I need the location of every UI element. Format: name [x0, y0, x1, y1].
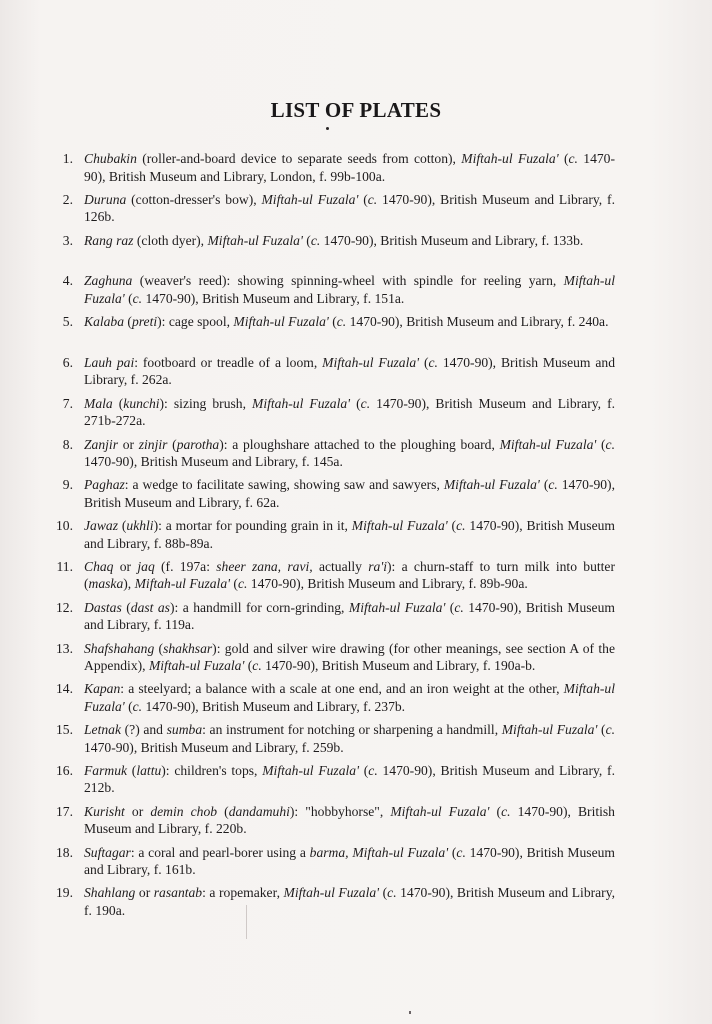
italic-term: barma, Miftah-ul Fuzala' [309, 844, 449, 860]
plate-text-segment: ( [112, 395, 124, 411]
plate-entry [55, 272, 615, 313]
plate-description [84, 762, 615, 797]
italic-term: c. [252, 658, 262, 674]
plate-number: 10. [56, 518, 73, 534]
italic-term: Rang raz [84, 232, 134, 248]
plate-entry [55, 721, 615, 762]
plate-text-segment: 1470-90), British Museum and Library, f. 262a. [84, 354, 615, 388]
italic-term: sheer zana, ravi, [216, 558, 313, 574]
binding-mark [246, 905, 247, 939]
plate-text-segment: (roller-and-board device to separate seeds from cotton), [136, 151, 462, 166]
plate-text-segment: 1470-90), British Museum and Library, f. 220b. [84, 803, 615, 837]
plate-text-segment: ): a mortar for pounding grain in it, [153, 518, 352, 534]
italic-term: Suftagar [84, 844, 131, 860]
plate-number: 6. [62, 354, 73, 370]
italic-term: c. [456, 844, 466, 860]
italic-term: c. [605, 722, 615, 738]
plate-entry [55, 558, 615, 599]
plate-text-segment: ( [124, 290, 133, 306]
plate-text-segment: 1470-90), British Museum and Library, f. 190a-b. [261, 658, 536, 674]
plate-text-segment: 1470-90), British Museum and Library, f. 119a. [84, 599, 615, 633]
plate-number: 11. [56, 558, 73, 574]
italic-term: ra'i [368, 558, 388, 574]
plate-entry [55, 599, 615, 640]
plate-text-segment: 1470-90), British Museum and Library, f. 151a. [142, 290, 405, 306]
plate-description [84, 884, 615, 919]
italic-term: Miftah-ul Fuzala' [501, 722, 598, 738]
italic-term: rasantab [153, 885, 203, 901]
italic-term: Mala [84, 395, 113, 411]
plate-text-segment: ): cage spool, [157, 314, 234, 330]
plate-entry [55, 517, 615, 558]
plate-entry [55, 232, 615, 273]
plate-description [84, 272, 615, 307]
plate-entry [55, 844, 615, 885]
italic-term: Miftah-ul Fuzala' [134, 576, 231, 592]
italic-term: Miftah-ul Fuzala' [233, 314, 329, 330]
plate-text-segment: 1470-90), British Museum and Library, f. 240a. [346, 314, 609, 330]
italic-term: c. [336, 314, 347, 330]
plate-number: 1. [62, 151, 73, 166]
plate-text-segment: ( [167, 436, 177, 452]
plate-description [84, 721, 615, 756]
italic-term: Miftah-ul Fuzala' [461, 151, 559, 166]
plate-text-segment: : a ropemaker, [202, 885, 284, 901]
print-speck [409, 1011, 411, 1014]
italic-term: c. [428, 354, 438, 370]
plate-number: 16. [56, 762, 73, 778]
plate-text-segment: ( [121, 599, 131, 615]
plate-text-segment: 1470-90), British Museum and Library, f. 161b. [84, 844, 615, 878]
plate-text-segment: 1470-90), British Museum and Library, f. 89b-90a. [247, 576, 528, 592]
italic-term: c. [132, 290, 143, 306]
plate-text-segment: 1470-90), British Museum and Library, f. 190a. [84, 885, 616, 918]
plate-text-segment: ( [117, 518, 127, 534]
italic-term: c. [310, 232, 321, 248]
italic-term: Zaghuna [84, 273, 133, 289]
italic-term: Kapan [84, 681, 121, 697]
plate-text-segment: 1470-90), British Museum and Library, f. 62a. [84, 477, 615, 510]
plate-entry [55, 680, 615, 721]
plate-number: 13. [56, 640, 73, 656]
plate-entry [55, 436, 615, 477]
italic-term: Miftah-ul Fuzala' [262, 762, 359, 778]
italic-term: demin chob [150, 803, 218, 819]
plate-text-segment: ( [217, 803, 229, 819]
italic-term: parotha [176, 436, 220, 452]
plate-entry [55, 884, 615, 925]
plate-number: 8. [62, 436, 73, 452]
plate-number: 14. [56, 681, 73, 697]
plate-text-segment: 1470-90), British Museum and Library, f. 145a. [84, 454, 343, 470]
plate-text-segment: 1470-90), British Museum and Library, f. 212b. [84, 762, 615, 796]
page-title: LIST OF PLATES [270, 98, 442, 123]
italic-term: Miftah-ul Fuzala' [252, 395, 351, 411]
italic-term: Kalaba [84, 314, 125, 330]
italic-term: Farmuk [84, 762, 128, 778]
plate-text-segment: ( [127, 762, 137, 778]
plate-entry [55, 354, 615, 395]
italic-term: ukhli [126, 518, 154, 534]
italic-term: Miftah-ul Fuzala' [261, 191, 359, 207]
plate-text-segment: ( [596, 436, 606, 452]
italic-term: Jawaz [84, 518, 118, 534]
plate-number: 7. [62, 395, 73, 411]
plate-description [84, 599, 615, 634]
plate-text-segment: : footboard or treadle of a loom, [134, 354, 323, 370]
italic-term: maska [88, 576, 124, 592]
plate-text-segment: ( [230, 576, 238, 592]
italic-term: c. [360, 395, 371, 411]
plate-description [84, 558, 615, 593]
plate-text-segment: ( [350, 395, 361, 411]
plate-text-segment: ( [124, 314, 132, 330]
plate-text-segment: ): a handmill for corn-grinding, [169, 599, 349, 615]
plate-text-segment: ), [123, 576, 135, 592]
plate-description [84, 436, 615, 471]
italic-term: Dastas [84, 599, 122, 615]
plate-text-segment: 1470-90), British Museum and Library, f. 133b. [320, 232, 584, 248]
plate-text-segment: 1470-90), British Museum and Library, London, f. 99b-100a. [84, 151, 615, 184]
plate-text-segment: (weaver's reed): showing spinning-wheel with spindle for reeling yarn, [132, 273, 564, 289]
plate-description [84, 844, 615, 879]
italic-term: c. [368, 762, 378, 778]
plate-number: 3. [62, 232, 73, 248]
plate-text-segment: ( [448, 844, 457, 860]
italic-term: Shahlang [84, 885, 136, 901]
italic-term: Letnak [84, 722, 121, 738]
plate-number: 9. [62, 477, 73, 493]
plate-text-segment: or [113, 558, 138, 574]
plate-text-segment: : an instrument for notching or sharpening a handmill, [202, 722, 502, 738]
italic-term: c. [548, 477, 558, 493]
plate-entry [55, 313, 615, 354]
plate-text-segment: ( [539, 477, 549, 493]
plate-number: 4. [62, 273, 73, 289]
plate-description [84, 191, 615, 226]
plate-entry [55, 395, 615, 436]
plate-text-segment: (cloth dyer), [133, 232, 208, 248]
plate-text-segment: (cotton-dresser's bow), [126, 191, 262, 207]
plate-number: 19. [56, 885, 73, 901]
plate-entry [55, 191, 615, 232]
plate-number: 12. [56, 599, 73, 615]
plate-text-segment: 1470-90), British Museum and Library, f. 259b. [84, 739, 344, 755]
plate-text-segment: : a coral and pearl-borer using a [130, 844, 310, 860]
plate-description [84, 517, 615, 552]
plate-text-segment: ( [597, 722, 606, 738]
italic-term: Miftah-ul Fuzala' [348, 599, 446, 615]
italic-term: Shafshahang [84, 640, 155, 656]
italic-term: Lauh pai [84, 354, 135, 370]
plate-text-segment: ( [124, 698, 133, 714]
plate-text-segment: or [118, 436, 139, 452]
italic-term: Zanjir [84, 436, 118, 452]
plate-text-segment: ): gold and silver wire drawing (for other meanings, see section A of the Appendix), [84, 640, 615, 674]
italic-term: c. [568, 151, 578, 166]
italic-term: Miftah-ul Fuzala' [351, 518, 448, 534]
plate-number: 18. [56, 844, 73, 860]
plate-text-segment: (f. 197a: [154, 558, 217, 574]
italic-term: c. [454, 599, 464, 615]
plate-entry [55, 762, 615, 803]
plate-text-segment: ( [359, 762, 369, 778]
plate-text-segment: : a steelyard; a balance with a scale at one end, and an iron weight at the other, [120, 681, 564, 697]
plates-list [55, 150, 615, 925]
plate-description [84, 150, 615, 185]
plate-text-segment: ( [379, 885, 388, 901]
italic-term: dandamuhi [228, 803, 290, 819]
plate-text-segment: actually [312, 558, 369, 574]
print-dot [326, 127, 329, 130]
plate-text-segment: ): "hobbyhorse", [289, 803, 391, 819]
plate-text-segment: ( [328, 314, 337, 330]
plate-text-segment: or [124, 803, 151, 819]
italic-term: kunchi [123, 395, 160, 411]
italic-term: sumba [166, 722, 203, 738]
plate-number: 5. [62, 314, 73, 330]
italic-term: Kurisht [84, 803, 125, 819]
plate-description [84, 803, 615, 838]
italic-term: c. [387, 885, 397, 901]
plate-entry [55, 150, 615, 191]
plate-text-segment: ( [244, 658, 253, 674]
plate-number: 15. [56, 722, 73, 738]
plate-entry [55, 476, 615, 517]
plate-text-segment: : a wedge to facilitate sawing, showing saw and sawyers, [124, 477, 444, 493]
plate-text-segment: 1470-90), British Museum and Library, f. 88b-89a. [84, 518, 615, 551]
italic-term: Chaq [84, 558, 114, 574]
plate-text-segment: ): a ploughshare attached to the ploughing board, [219, 436, 500, 452]
plate-description [84, 476, 615, 511]
italic-term: Miftah-ul Fuzala' [148, 658, 245, 674]
plate-text-segment: ( [154, 640, 164, 656]
italic-term: c. [367, 191, 378, 207]
plate-description [84, 354, 615, 389]
italic-term: jaq [137, 558, 155, 574]
plate-description [84, 232, 615, 250]
italic-term: c. [501, 803, 511, 819]
plate-text-segment: (?) and [121, 722, 167, 738]
italic-term: preti [131, 314, 158, 330]
plate-text-segment: 1470-90), British Museum and Library, f. 271b-272a. [84, 395, 615, 429]
italic-term: shakhsar [163, 640, 213, 656]
italic-term: c. [456, 518, 466, 534]
plate-entry [55, 803, 615, 844]
plate-text-segment: ( [447, 518, 457, 534]
italic-term: Miftah-ul Fuzala' [390, 803, 490, 819]
plate-text-segment: ): children's tops, [161, 762, 263, 778]
italic-term: lattu [136, 762, 162, 778]
plate-text-segment: 1470-90), British Museum and Library, f. 126b. [84, 191, 615, 225]
plate-number: 17. [56, 803, 73, 819]
italic-term: c. [132, 698, 143, 714]
italic-term: dast as [130, 599, 170, 615]
plate-text-segment: 1470-90), British Museum and Library, f. 237b. [142, 698, 406, 714]
plate-entry [55, 640, 615, 681]
italic-term: Miftah-ul Fuzala' [283, 885, 380, 901]
italic-term: Miftah-ul Fuzala' [499, 436, 597, 452]
plate-number: 2. [62, 191, 73, 207]
italic-term: Miftah-ul Fuzala' [322, 354, 420, 370]
italic-term: Miftah-ul Fuzala' [207, 232, 303, 248]
italic-term: c. [605, 436, 615, 452]
plate-description [84, 313, 615, 331]
italic-term: Duruna [84, 191, 127, 207]
italic-term: Miftah-ul Fuzala' [443, 477, 540, 493]
plate-text-segment: ( [419, 354, 429, 370]
italic-term: Paghaz [84, 477, 125, 493]
plate-description [84, 680, 615, 715]
italic-term: Chubakin [84, 151, 137, 166]
italic-term: zinjir [138, 436, 168, 452]
plate-text-segment: ( [558, 151, 569, 166]
plate-text-segment: ( [302, 232, 311, 248]
italic-term: Miftah-ul Fuzala' [84, 273, 615, 306]
plate-text-segment: or [135, 885, 154, 901]
italic-term: Miftah-ul Fuzala' [84, 681, 615, 714]
plate-description [84, 640, 615, 675]
plate-text-segment: ): a churn-staff to turn milk into butter ( [84, 558, 615, 592]
italic-term: c. [237, 576, 248, 592]
plate-description [84, 395, 615, 430]
plate-text-segment: ( [358, 191, 368, 207]
plate-text-segment: ( [445, 599, 455, 615]
plate-text-segment: ): sizing brush, [159, 395, 253, 411]
plate-text-segment: ( [489, 803, 502, 819]
